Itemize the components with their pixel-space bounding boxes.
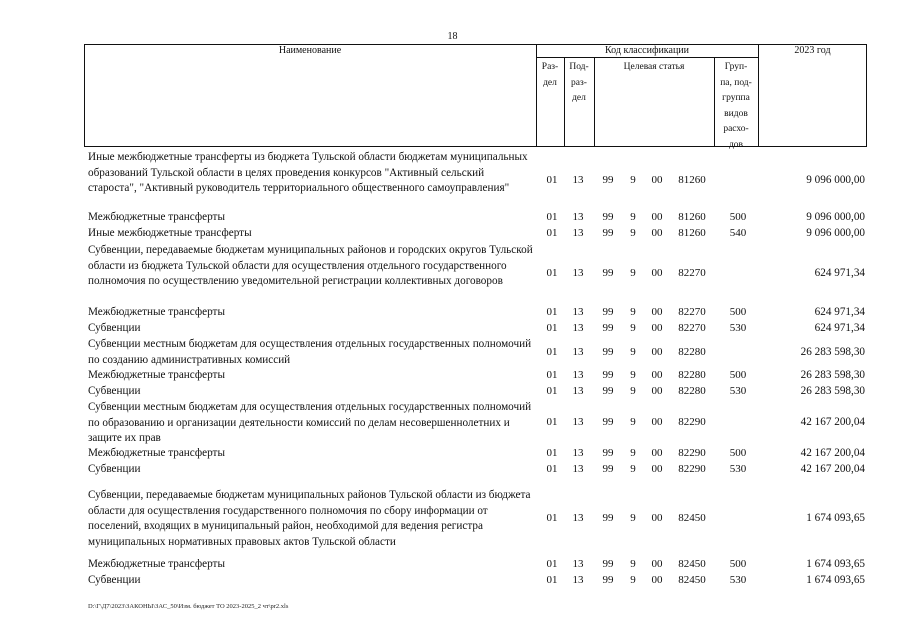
row-code-c1: 99 [602,226,614,239]
row-code-pr: 13 [572,446,584,459]
row-code-r: 01 [546,512,558,525]
row-code-c2: 9 [630,305,636,318]
row-code-c1: 99 [602,573,614,586]
row-name: Межбюджетные трансферты [88,558,225,570]
footer-file-path: D:\Г\Д7\2023\ЗАКОНЫ\ЗАС_50\Изм. бюджет ТО 2023-2025_2 чт\pr2.xls [88,603,289,610]
row-code-pr: 13 [572,368,584,381]
row-code-c1: 99 [602,321,614,334]
row-code-pr: 13 [572,462,584,475]
row-code-c4: 82290 [678,416,706,429]
row-code-c2: 9 [630,267,636,280]
row-amount: 26 283 598,30 [800,368,865,381]
row-code-c3: 00 [651,368,663,381]
row-code-r: 01 [546,321,558,334]
row-code-r: 01 [546,416,558,429]
row-code-c4: 82280 [678,368,706,381]
row-amount: 26 283 598,30 [800,345,865,358]
row-code-pr: 13 [572,416,584,429]
row-code-c3: 00 [651,462,663,475]
row-code-c2: 9 [630,462,636,475]
row-amount: 624 971,34 [814,321,865,334]
row-amount: 42 167 200,04 [800,446,865,459]
row-name: Межбюджетные трансферты [88,211,225,223]
row-code-pr: 13 [572,174,584,187]
header-name: Наименование [278,45,342,56]
row-code-c1: 99 [602,557,614,570]
row-code-r: 01 [546,368,558,381]
row-name: Иные межбюджетные трансферты [88,227,252,239]
row-code-c2: 9 [630,384,636,397]
row-code-c2: 9 [630,226,636,239]
row-code-c1: 99 [602,368,614,381]
row-amount: 1 674 093,65 [806,557,865,570]
row-code-c4: 82290 [678,446,706,459]
row-code-c4: 82450 [678,512,706,525]
row-code-c2: 9 [630,345,636,358]
row-code-c3: 00 [651,557,663,570]
row-name: Субвенции [88,322,141,334]
row-code-r: 01 [546,462,558,475]
row-name: Межбюджетные трансферты [88,369,225,381]
row-name: Субвенции [88,463,141,475]
row-code-c2: 9 [630,557,636,570]
row-code-c1: 99 [602,305,614,318]
row-code-c4: 82270 [678,267,706,280]
row-name: Субвенции [88,574,141,586]
header-podrazdel: Под- раз- дел [569,62,589,104]
row-code-c4: 82270 [678,321,706,334]
row-code-vr: 530 [729,321,747,334]
row-code-c2: 9 [630,416,636,429]
row-code-pr: 13 [572,573,584,586]
row-code-c1: 99 [602,512,614,525]
row-code-r: 01 [546,557,558,570]
row-name: Межбюджетные трансферты [88,447,225,459]
row-name: Субвенции, передаваемые бюджетам муниципальных районов Тульской области из бюджета области для осуществления государственного полномочия по сбору информации от поселений, входящих в муниципальный район, необходимой для ведения регистра муниципальных нормативных правовых актов Тульской области [88,489,531,548]
header-razdel: Раз- дел [541,62,559,88]
row-name: Субвенции местным бюджетам для осуществления отдельных государственных полномочий по образованию и организации деятельности комиссий по делам несовершеннолетних и защите их прав [88,401,532,445]
row-code-c1: 99 [602,267,614,280]
row-code-c2: 9 [630,573,636,586]
row-code-c4: 82450 [678,557,706,570]
row-code-pr: 13 [572,384,584,397]
row-code-r: 01 [546,345,558,358]
row-name: Субвенции [88,385,141,397]
row-code-c3: 00 [651,384,663,397]
row-code-vr: 500 [729,210,747,223]
row-code-pr: 13 [572,321,584,334]
row-amount: 1 674 093,65 [806,512,865,525]
row-code-c3: 00 [651,210,663,223]
row-code-c3: 00 [651,416,663,429]
header-year: 2023 год [794,45,831,56]
row-code-pr: 13 [572,512,584,525]
row-amount: 624 971,34 [814,267,865,280]
row-code-c1: 99 [602,345,614,358]
row-code-c1: 99 [602,174,614,187]
row-code-c3: 00 [651,512,663,525]
row-code-c4: 81260 [678,174,706,187]
row-code-c2: 9 [630,368,636,381]
row-code-c1: 99 [602,416,614,429]
row-amount: 26 283 598,30 [800,384,865,397]
row-code-c3: 00 [651,267,663,280]
row-code-c1: 99 [602,446,614,459]
row-amount: 1 674 093,65 [806,573,865,586]
row-code-c2: 9 [630,321,636,334]
row-code-c4: 82280 [678,345,706,358]
row-code-vr: 530 [729,573,747,586]
row-code-c1: 99 [602,210,614,223]
header-code: Код классификации [604,45,690,56]
row-code-c3: 00 [651,174,663,187]
row-code-vr: 530 [729,462,747,475]
row-code-c4: 82290 [678,462,706,475]
row-code-c2: 9 [630,512,636,525]
row-code-c4: 82450 [678,573,706,586]
row-code-c3: 00 [651,446,663,459]
row-name: Субвенции местным бюджетам для осуществления отдельных государственных полномочий по созданию административных комиссий [88,338,532,366]
row-code-r: 01 [546,384,558,397]
row-amount: 624 971,34 [814,305,865,318]
row-code-c4: 82270 [678,305,706,318]
row-code-c3: 00 [651,305,663,318]
row-code-c4: 81260 [678,210,706,223]
row-code-c3: 00 [651,226,663,239]
row-code-c1: 99 [602,462,614,475]
row-code-r: 01 [546,573,558,586]
header-divider [536,57,758,58]
row-code-c3: 00 [651,345,663,358]
row-name: Межбюджетные трансферты [88,306,225,318]
row-code-r: 01 [546,210,558,223]
row-code-c3: 00 [651,321,663,334]
row-amount: 9 096 000,00 [806,226,865,239]
row-code-c2: 9 [630,446,636,459]
row-amount: 9 096 000,00 [806,210,865,223]
row-code-r: 01 [546,446,558,459]
row-code-pr: 13 [572,557,584,570]
row-code-c1: 99 [602,384,614,397]
header-group: Груп- па, под- группа видов расхо- дов [720,62,752,150]
row-code-r: 01 [546,305,558,318]
row-code-c4: 81260 [678,226,706,239]
row-name: Иные межбюджетные трансферты из бюджета Тульской области бюджетам муниципальных образований Тульской области в целях проведения конкурсов "Активный сельский староста", "Активный руководитель территориального общественного самоуправления" [88,151,528,195]
page-number: 18 [447,31,458,42]
row-code-r: 01 [546,174,558,187]
header-target: Целевая статья [623,62,685,72]
row-amount: 9 096 000,00 [806,174,865,187]
row-code-r: 01 [546,267,558,280]
row-code-c3: 00 [651,573,663,586]
row-code-vr: 530 [729,384,747,397]
row-code-vr: 500 [729,368,747,381]
row-code-pr: 13 [572,226,584,239]
row-code-vr: 500 [729,446,747,459]
row-code-pr: 13 [572,210,584,223]
row-code-vr: 500 [729,557,747,570]
row-code-c2: 9 [630,210,636,223]
row-code-pr: 13 [572,305,584,318]
row-code-c2: 9 [630,174,636,187]
row-code-pr: 13 [572,345,584,358]
row-code-vr: 540 [729,226,747,239]
row-code-pr: 13 [572,267,584,280]
row-code-c4: 82280 [678,384,706,397]
header-divider [758,44,759,147]
row-name: Субвенции, передаваемые бюджетам муниципальных районов и городских округов Тульской области из бюджета Тульской области для осуществления отдельного государственного полномочия по осуществлению уведомительной регистрации коллективных договоров [88,244,533,288]
row-code-r: 01 [546,226,558,239]
row-amount: 42 167 200,04 [800,416,865,429]
row-code-vr: 500 [729,305,747,318]
row-amount: 42 167 200,04 [800,462,865,475]
